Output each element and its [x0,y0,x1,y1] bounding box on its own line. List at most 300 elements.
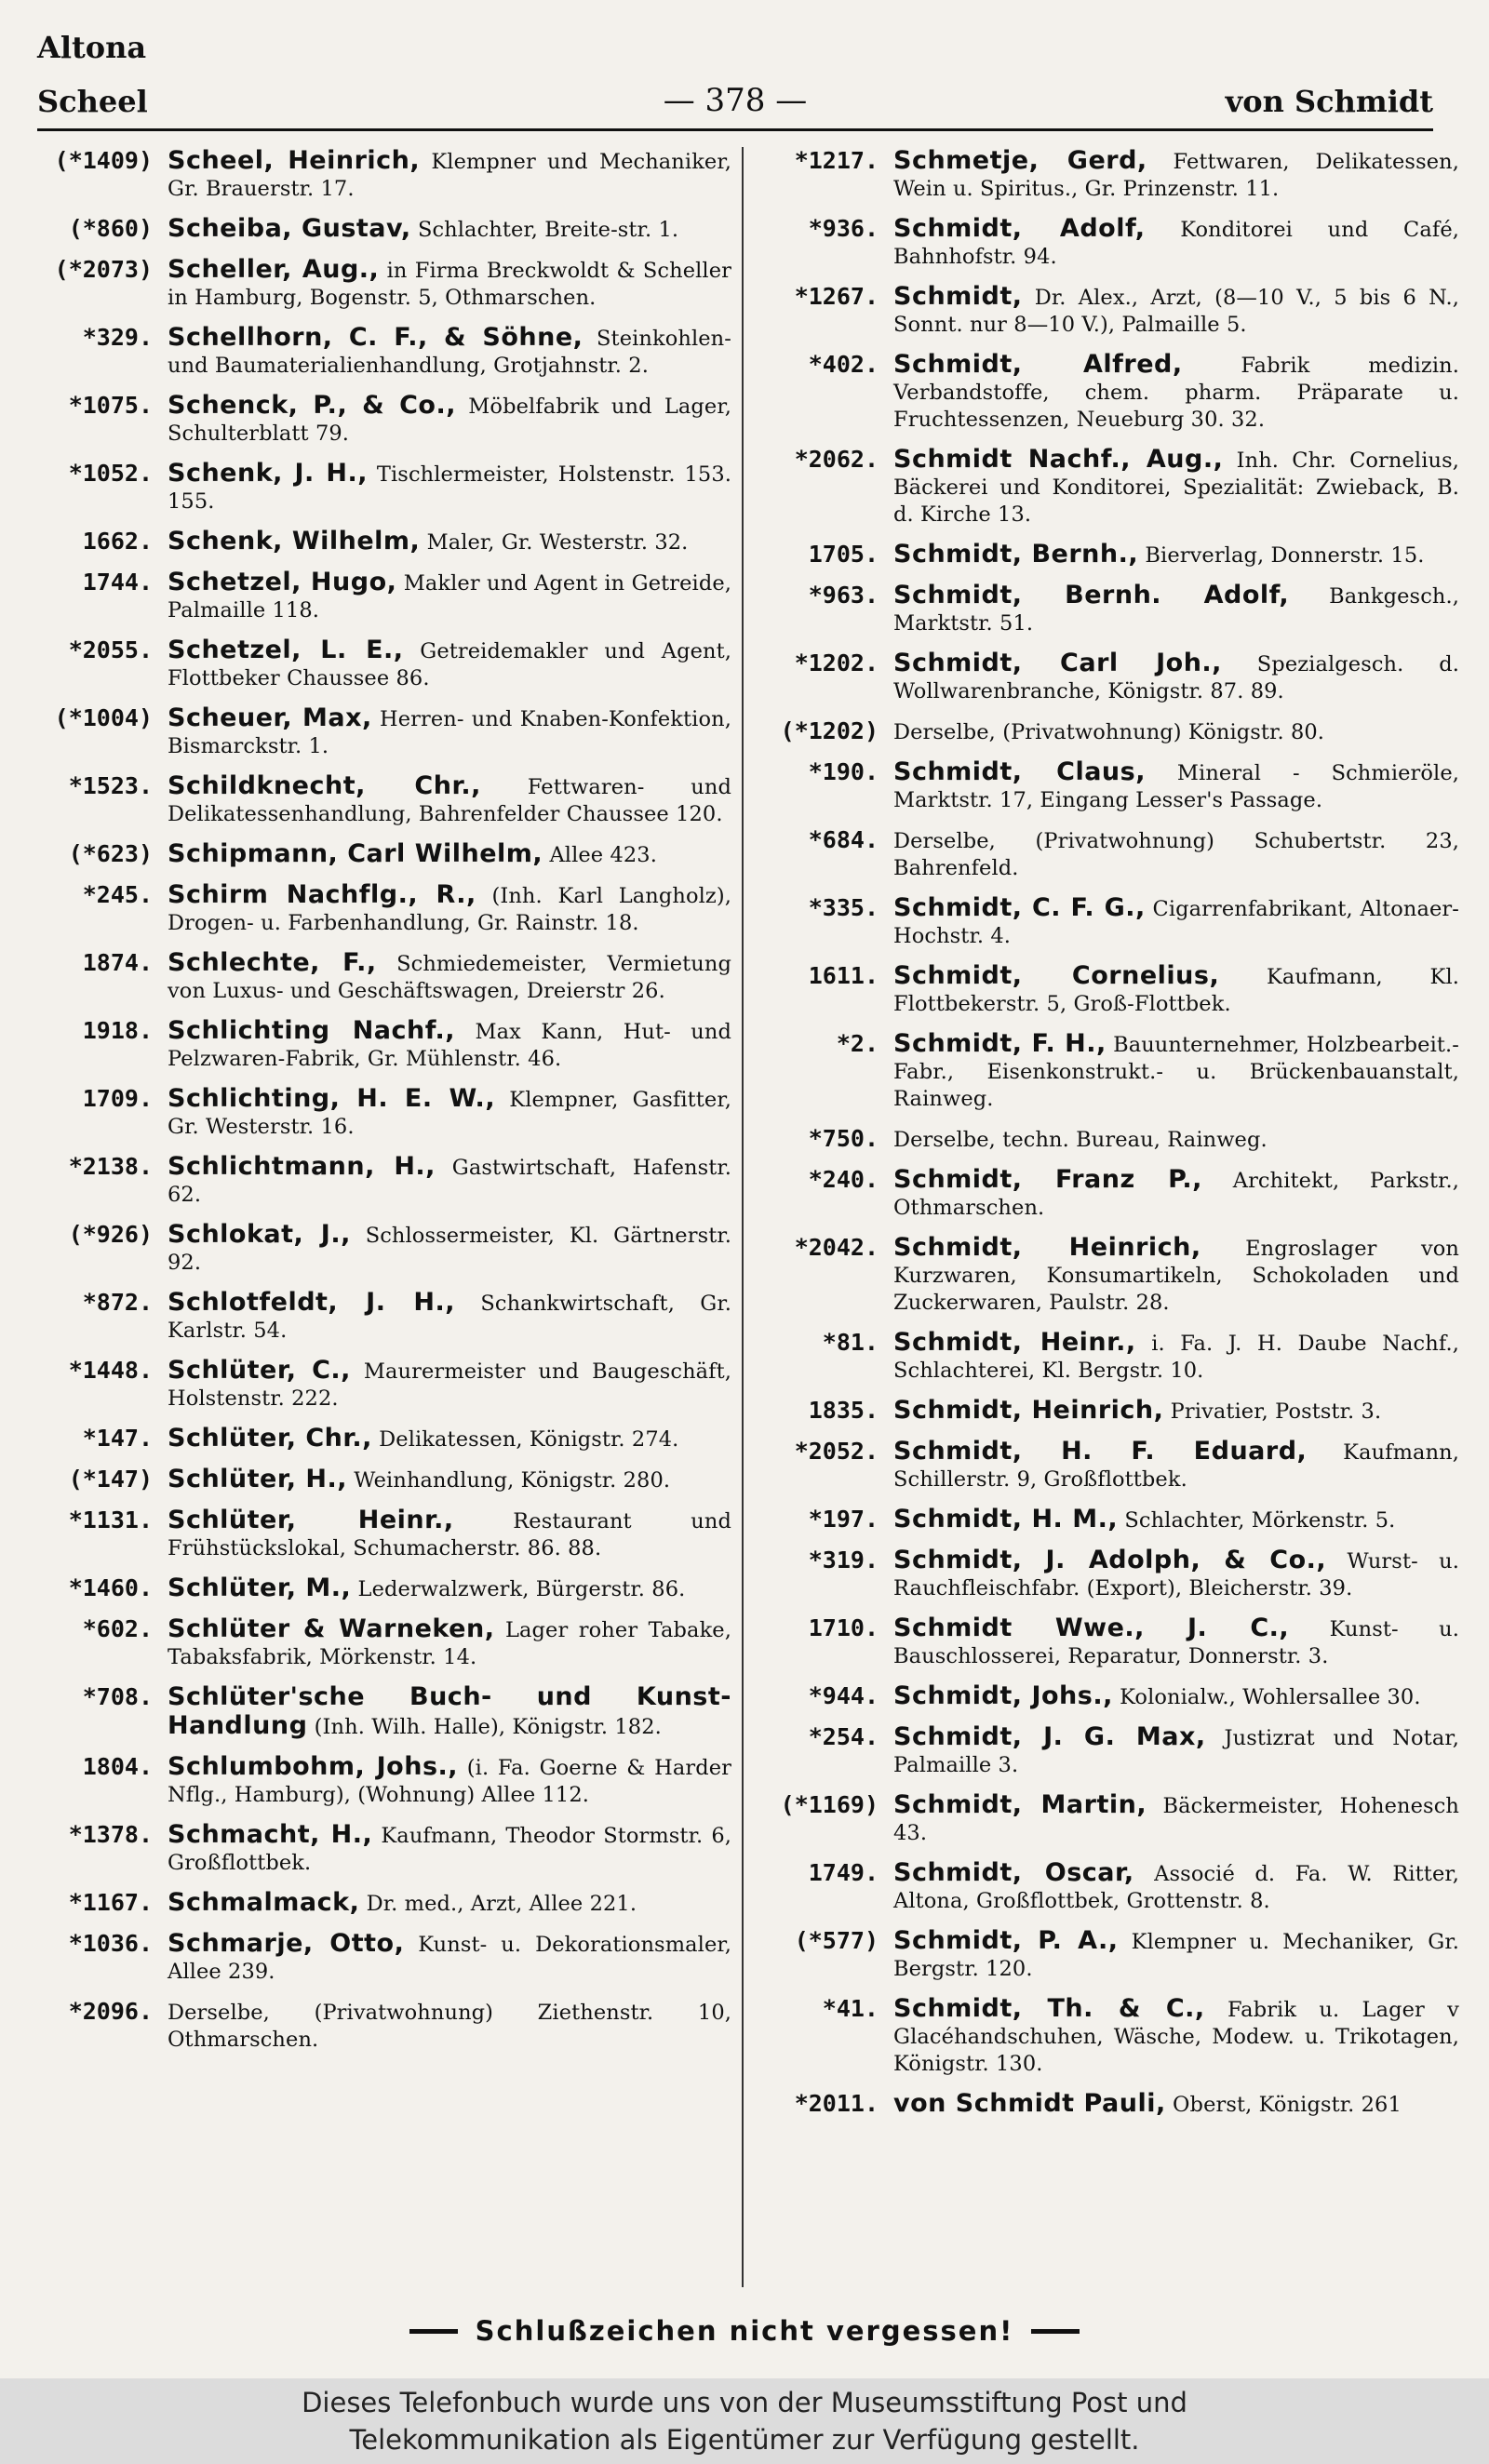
right-column [752,147,1459,2287]
entry-details: Privatier, Poststr. 3. [1170,1399,1382,1424]
entry-name: Schlüter, C., [168,1356,351,1385]
entry-body [168,569,731,624]
entry-details: Kaufmann, Theodor Stormstr. 6, Großflottbek. [168,1824,731,1875]
phone-number: 1749. [808,1859,879,1886]
entry-body [168,1153,731,1209]
page-header [37,24,1433,127]
entry-details: Spezialgesch. d. Wollwarenbranche, Königstr. 87. 89. [893,652,1459,703]
entry-name: Schenk, J. H., [168,459,368,488]
phone-number: *2052. [794,1438,879,1465]
directory-entry [34,840,731,869]
phone-number: 1874. [82,949,153,976]
phone-number: *1052. [68,460,153,487]
phone-number: *41. [822,1995,879,2022]
entry-name: Schlüter & Warneken, [168,1614,495,1643]
entry-name: Schmidt, Alfred, [893,350,1183,379]
entry-body [893,717,1459,746]
entry-body [893,1927,1459,1983]
phone-number: (*623) [68,840,153,867]
entry-details: Getreidemakler und Agent, Flottbeker Chaussee 86. [168,639,731,690]
entry-name: Scheller, Aug., [168,255,380,284]
entry-details: Dr. med., Arzt, Allee 221. [366,1892,637,1916]
entry-body [893,1329,1459,1385]
page-number: — 378 — [663,82,808,119]
phone-number: *2096. [68,1998,153,2025]
directory-entry [752,351,1459,434]
entry-details: Bankgesch., Marktstr. 51. [893,584,1459,636]
entry-name: Schmidt, Bernh., [893,540,1139,569]
directory-entry [34,392,731,448]
entry-details: Fettwaren, Delikatessen, Wein u. Spiritus., Gr. Prinzenstr. 11. [893,150,1459,201]
phone-number: 1611. [808,962,879,989]
entry-name: Schmarje, Otto, [168,1929,405,1958]
phone-number: *2. [836,1030,879,1057]
entry-body [893,541,1459,569]
entry-name: Schmidt, Claus, [893,757,1146,786]
entry-body [168,1289,731,1345]
phone-number: 1918. [82,1017,153,1044]
entry-body [893,1723,1459,1779]
entry-body [893,1995,1459,2078]
directory-entry [34,772,731,828]
phone-number: *944. [808,1682,879,1709]
entry-details: Herren- und Knaben-Konfektion, Bismarckstr. 1. [168,707,731,758]
entry-body [168,1466,731,1494]
entry-details: Derselbe, (Privatwohnung) Ziethenstr. 10, Othmarschen. [168,2001,731,2052]
phone-number: *684. [808,826,879,853]
directory-entry [34,1507,731,1562]
entry-name: Schlüter, Heinr., [168,1506,454,1534]
directory-entry [752,541,1459,569]
directory-entry [752,1438,1459,1493]
entry-name: Schmidt, Cornelius, [893,961,1220,990]
entry-body [893,1614,1459,1670]
entry-details: Restaurant und Frühstückslokal, Schumacherstr. 86. 88. [168,1509,731,1560]
directory-entry [34,1289,731,1345]
entry-details: Weinhandlung, Königstr. 280. [354,1468,671,1493]
entry-body [168,1889,731,1918]
entry-details: Fabrik u. Lager v Glacéhandschuhen, Wäsche, Modew. u. Trikotagen, Königstr. 130. [893,1998,1459,2076]
entry-details: Kunst- u. Dekorationsmaler, Allee 239. [168,1933,731,1984]
entry-details: Maurermeister und Baugeschäft, Holstenstr. 222. [168,1359,731,1411]
phone-number: *872. [82,1289,153,1316]
directory-entry [752,1927,1459,1983]
directory-entry [752,2090,1459,2119]
entry-body [168,147,731,203]
entry-name: Schmidt Nachf., Aug., [893,445,1224,474]
entry-details: Makler und Agent in Getreide, Palmaille 118. [168,571,731,623]
directory-entry [752,1859,1459,1915]
entry-details: Klempner und Mechaniker, Gr. Brauerstr. 17. [168,150,731,201]
entry-name: Schmidt, C. F. G., [893,893,1146,922]
phone-number: 1744. [82,569,153,596]
directory-entry [752,1723,1459,1779]
footer-note-text: Schlußzeichen nicht vergessen! [475,2315,1014,2347]
entry-body [168,460,731,516]
ownership-banner [0,2378,1489,2464]
entry-details: Möbelfabrik und Lager, Schulterblatt 79. [168,395,731,446]
directory-entry [34,528,731,556]
entry-name: Scheuer, Max, [168,703,372,732]
left-column [34,147,731,2287]
entry-body [168,1930,731,1986]
entry-name: Schmacht, H., [168,1820,373,1849]
entry-details: Maler, Gr. Westerstr. 32. [426,530,689,555]
phone-number: *147. [82,1425,153,1452]
entry-details: in Firma Breckwoldt & Scheller in Hamburg, Bogenstr. 5, Othmarschen. [168,259,731,310]
entry-name: Schmidt, Th. & C., [893,1994,1205,2023]
directory-entry [752,283,1459,339]
entry-name: Schlichtmann, H., [168,1152,436,1181]
entry-name: Schmidt, H. M., [893,1505,1119,1533]
entry-name: Schlüter, H., [168,1465,347,1493]
entry-details: Oberst, Königstr. 261 [1173,2093,1402,2117]
entry-body [893,826,1459,882]
entry-body [168,704,731,760]
entry-body [893,1859,1459,1915]
footer-dash-left [409,2329,458,2334]
phone-number: (*860) [68,215,153,242]
column-divider [742,147,744,2287]
directory-entry [752,1397,1459,1426]
entry-details: Lager roher Tabake, Tabaksfabrik, Mörkenstr. 14. [168,1618,731,1669]
phone-number: (*577) [794,1927,879,1954]
entry-body [168,949,731,1005]
entry-body [168,1085,731,1141]
entry-name: Schmidt, F. H., [893,1029,1107,1058]
directory-entry [34,1425,731,1453]
directory-entry [34,1615,731,1671]
entry-details: Cigarrenfabrikant, Altonaer-Hochstr. 4. [893,897,1459,948]
entry-name: Schlotfeldt, J. H., [168,1288,456,1317]
entry-details: Klempner, Gasfitter, Gr. Westerstr. 16. [168,1088,731,1139]
entry-name: Schlüter, Chr., [168,1424,372,1453]
directory-entry [752,1506,1459,1534]
entry-name: Schmidt, Martin, [893,1790,1147,1819]
entry-details: Associé d. Fa. W. Ritter, Altona, Großflottbek, Grottenstr. 8. [893,1862,1459,1913]
entry-name: Scheel, Heinrich, [168,147,421,175]
entry-details: Fettwaren- und Delikatessenhandlung, Bahrenfelder Chaussee 120. [168,775,731,826]
phone-number: *2011. [794,2090,879,2117]
phone-number: *245. [82,881,153,908]
directory-entry [34,1753,731,1809]
entry-body [168,324,731,380]
phone-number: *2055. [68,636,153,663]
phone-number: (*1202) [780,717,879,744]
directory-entry [752,1030,1459,1113]
phone-number: *335. [808,894,879,921]
entry-body [168,1017,731,1073]
entry-name: Schmidt, P. A., [893,1926,1119,1955]
entry-details: Kolonialw., Wohlersallee 30. [1120,1685,1421,1709]
entry-details: Inh. Chr. Cornelius, Bäckerei und Konditorei, Spezialität: Zwieback, B. d. Kirche 13. [893,449,1459,527]
entry-details: Schlachter, Breite-str. 1. [417,218,679,242]
entry-body [168,1221,731,1277]
directory-entry [752,1125,1459,1154]
entry-details: Bäckermeister, Hohenesch 43. [893,1794,1459,1845]
entry-name: Schmidt, Carl Joh., [893,649,1222,677]
phone-number: *1460. [68,1574,153,1601]
directory-entry [752,1234,1459,1317]
phone-number: 1709. [82,1085,153,1112]
phone-number: *2138. [68,1153,153,1180]
phone-number: *240. [808,1166,879,1193]
entry-body [168,840,731,869]
entry-body [168,1683,731,1741]
phone-number: (*1169) [780,1791,879,1818]
entry-details: Schlachter, Mörkenstr. 5. [1124,1508,1396,1533]
phone-number: *197. [808,1506,879,1533]
entry-body [893,582,1459,637]
entry-details: Tischlermeister, Holstenstr. 153. 155. [168,462,731,514]
directory-entry [752,758,1459,814]
entry-body [168,215,731,244]
entry-details: Dr. Alex., Arzt, (8—10 V., 5 bis 6 N., Sonnt. nur 8—10 V.), Palmaille 5. [893,286,1459,337]
directory-entry [752,1791,1459,1847]
directory-entry [752,215,1459,271]
entry-body [893,1397,1459,1426]
directory-entry [752,1329,1459,1385]
entry-details: Wurst- u. Rauchfleischfabr. (Export), Bleicherstr. 39. [893,1549,1459,1600]
phone-number: 1662. [82,528,153,555]
entry-body [893,962,1459,1018]
entry-name: Schirm Nachflg., R., [168,880,476,909]
phone-number: *963. [808,582,879,609]
entry-name: Schmidt, Heinrich, [893,1233,1201,1262]
directory-entry [34,949,731,1005]
entry-details: Lederwalzwerk, Bürgerstr. 86. [357,1577,686,1601]
phone-number: *402. [808,351,879,378]
directory-entry [34,1821,731,1877]
entry-name: Schmidt Wwe., J. C., [893,1614,1290,1642]
phone-number: *1202. [794,649,879,676]
phone-number: *2042. [794,1234,879,1261]
directory-entry [34,256,731,312]
directory-entry [752,147,1459,203]
entry-details: (i. Fa. Goerne & Harder Nflg., Hamburg), (Wohnung) Allee 112. [168,1756,731,1807]
entry-details: Allee 423. [549,843,657,867]
entry-details: Derselbe, (Privatwohnung) Schubertstr. 23, Bahrenfeld. [893,829,1459,880]
directory-entry [34,215,731,244]
entry-details: Schmiedemeister, Vermietung von Luxus- und Geschäftswagen, Dreierstr 26. [168,952,731,1003]
directory-entry [34,324,731,380]
phone-number: 1710. [808,1614,879,1641]
entry-name: Schmidt, Franz P., [893,1165,1202,1194]
entry-body [893,649,1459,705]
entry-name: Schmidt, Adolf, [893,214,1146,243]
phone-number: *708. [82,1683,153,1710]
entry-name: Schetzel, L. E., [168,636,404,664]
entry-body [893,2090,1459,2119]
header-last-entry: von Schmidt [1225,84,1433,119]
entry-body [893,1506,1459,1534]
phone-number: *254. [808,1723,879,1750]
directory-entry [34,1085,731,1141]
phone-number: 1835. [808,1397,879,1424]
footer-dash-right [1031,2329,1080,2334]
entry-body [893,147,1459,203]
entry-body [893,1682,1459,1711]
directory-entry [752,717,1459,746]
phone-number: *1167. [68,1889,153,1916]
entry-details: Delikatessen, Königstr. 274. [379,1427,679,1452]
entry-body [893,351,1459,434]
directory-entry [752,446,1459,529]
entry-name: Schmidt, Johs., [893,1681,1113,1710]
directory-entry [752,1614,1459,1670]
phone-number: 1804. [82,1753,153,1780]
entry-name: Schlichting Nachf., [168,1016,456,1045]
entry-name: Schenck, P., & Co., [168,391,456,420]
entry-details: Kaufmann, Schillerstr. 9, Großflottbek. [893,1440,1459,1492]
entry-details: Schankwirtschaft, Gr. Karlstr. 54. [168,1292,731,1343]
banner-line-1: Dieses Telefonbuch wurde uns von der Museumsstiftung Post und [302,2387,1187,2418]
entry-name: Schlichting, H. E. W., [168,1084,496,1113]
entry-body [168,1821,731,1877]
entry-name: Schmidt, Bernh. Adolf, [893,581,1290,609]
directory-entry [752,649,1459,705]
entry-details: Konditorei und Café, Bahnhofstr. 94. [893,218,1459,269]
entry-name: Schmidt, Oscar, [893,1858,1134,1887]
entry-details: Bauunternehmer, Holzbearbeit.-Fabr., Eisenkonstrukt.- u. Brückenbauanstalt, Rainweg. [893,1033,1459,1111]
phone-number: *1131. [68,1507,153,1533]
directory-entry [752,1682,1459,1711]
entry-name: Schmalmack, [168,1888,360,1917]
entry-details: Gastwirtschaft, Hafenstr. 62. [168,1156,731,1207]
entry-body [893,894,1459,950]
entry-body [893,283,1459,339]
entry-details: i. Fa. J. H. Daube Nachf., Schlachterei, Kl. Bergstr. 10. [893,1332,1459,1383]
directory-entry [752,894,1459,950]
entry-name: Scheiba, Gustav, [168,214,411,243]
entry-name: Schildknecht, Chr., [168,771,481,800]
directory-entry [34,147,731,203]
directory-entry [752,826,1459,882]
phone-number: *1267. [794,283,879,310]
entry-body [893,1438,1459,1493]
entry-body [893,1547,1459,1602]
directory-entry [34,1017,731,1073]
entry-name: Schlüter'sche Buch- und Kunst-Handlung [168,1682,731,1740]
phone-number: *319. [808,1547,879,1573]
entry-body [168,1615,731,1671]
entry-body [168,256,731,312]
entry-details: Schlossermeister, Kl. Gärtnerstr. 92. [168,1224,731,1275]
entry-body [893,215,1459,271]
entry-name: Schmidt, Heinrich, [893,1396,1164,1425]
entry-details: Steinkohlen- und Baumaterialienhandlung, Grotjahnstr. 2. [168,327,731,378]
entry-details: Justizrat und Notar, Palmaille 3. [893,1726,1459,1777]
entry-details: Fabrik medizin. Verbandstoffe, chem. pharm. Präparate u. Fruchtessenzen, Neueburg 30. 32. [893,354,1459,432]
directory-entry [34,636,731,692]
directory-entry [34,1221,731,1277]
entry-name: Schlokat, J., [168,1220,351,1249]
entry-name: Schlüter, M., [168,1573,352,1602]
phone-number: *1075. [68,392,153,419]
entry-name: Schmidt, J. G. Max, [893,1722,1206,1751]
entry-body [168,881,731,937]
directory-entry [752,1995,1459,2078]
entry-body [168,1753,731,1809]
directory-entry [34,1153,731,1209]
phone-number: *1523. [68,772,153,799]
directory-entry [752,962,1459,1018]
entry-name: Schenk, Wilhelm, [168,527,421,556]
phone-number: (*1409) [54,147,153,174]
directory-entry [34,881,731,937]
entry-name: Schmidt, [893,282,1023,311]
entry-details: Derselbe, techn. Bureau, Rainweg. [893,1128,1268,1152]
phone-number: *1036. [68,1930,153,1957]
entry-body [168,1507,731,1562]
header-city: Altona [37,30,147,65]
entry-details: Mineral - Schmieröle, Marktstr. 17, Eingang Lesser's Passage. [893,761,1459,812]
directory-entry [34,569,731,624]
directory-entry [34,1930,731,1986]
footer-note [0,2315,1489,2347]
entry-body [168,1998,731,2054]
entry-name: Schlechte, F., [168,948,377,977]
phone-number: *1378. [68,1821,153,1848]
entry-details: Architekt, Parkstr., Othmarschen. [893,1169,1459,1220]
entry-name: Schmetje, Gerd, [893,147,1147,175]
entry-body [168,1357,731,1413]
entry-body [168,636,731,692]
entry-body [168,392,731,448]
entry-details: (Inh. Wilh. Halle), Königstr. 182. [314,1715,662,1739]
entry-details: Engroslager von Kurzwaren, Konsumartikeln, Schokoladen und Zuckerwaren, Paulstr. 28. [893,1237,1459,1315]
phone-number: *602. [82,1615,153,1642]
header-first-entry: Scheel [37,84,148,119]
entry-body [893,1791,1459,1847]
phone-number: (*1004) [54,704,153,731]
entry-body [168,1425,731,1453]
directory-entry [34,704,731,760]
entry-name: von Schmidt Pauli, [893,2089,1166,2118]
entry-body [893,446,1459,529]
directory-entry [34,460,731,516]
header-rule [37,128,1433,131]
phone-number: (*926) [68,1221,153,1248]
entry-details: Klempner u. Mechaniker, Gr. Bergstr. 120. [893,1930,1459,1981]
phone-number: *329. [82,324,153,351]
entry-details: (Inh. Karl Langholz), Drogen- u. Farbenhandlung, Gr. Rainstr. 18. [168,884,731,935]
phone-number: *190. [808,758,879,785]
entry-body [893,1030,1459,1113]
directory-entry [752,1166,1459,1222]
entry-name: Schipmann, Carl Wilhelm, [168,839,543,868]
entry-details: Max Kann, Hut- und Pelzwaren-Fabrik, Gr. Mühlenstr. 46. [168,1020,731,1071]
entry-details: Kaufmann, Kl. Flottbekerstr. 5, Groß-Flottbek. [893,965,1459,1016]
entry-body [893,758,1459,814]
entry-name: Schellhorn, C. F., & Söhne, [168,323,584,352]
entry-body [168,772,731,828]
entry-details: Derselbe, (Privatwohnung) Königstr. 80. [893,720,1325,744]
phone-number: *1448. [68,1357,153,1384]
directory-entry [34,1574,731,1603]
entry-name: Schmidt, H. F. Eduard, [893,1437,1308,1466]
directory-entry [34,1466,731,1494]
entry-body [893,1234,1459,1317]
entry-name: Schetzel, Hugo, [168,568,397,596]
directory-entry [34,1357,731,1413]
entry-body [168,1574,731,1603]
entry-details: Kunst- u. Bauschlosserei, Reparatur, Donnerstr. 3. [893,1617,1459,1668]
phone-number: *2062. [794,446,879,473]
directory-entry [752,1547,1459,1602]
phone-number: *1217. [794,147,879,174]
phone-number: 1705. [808,541,879,568]
